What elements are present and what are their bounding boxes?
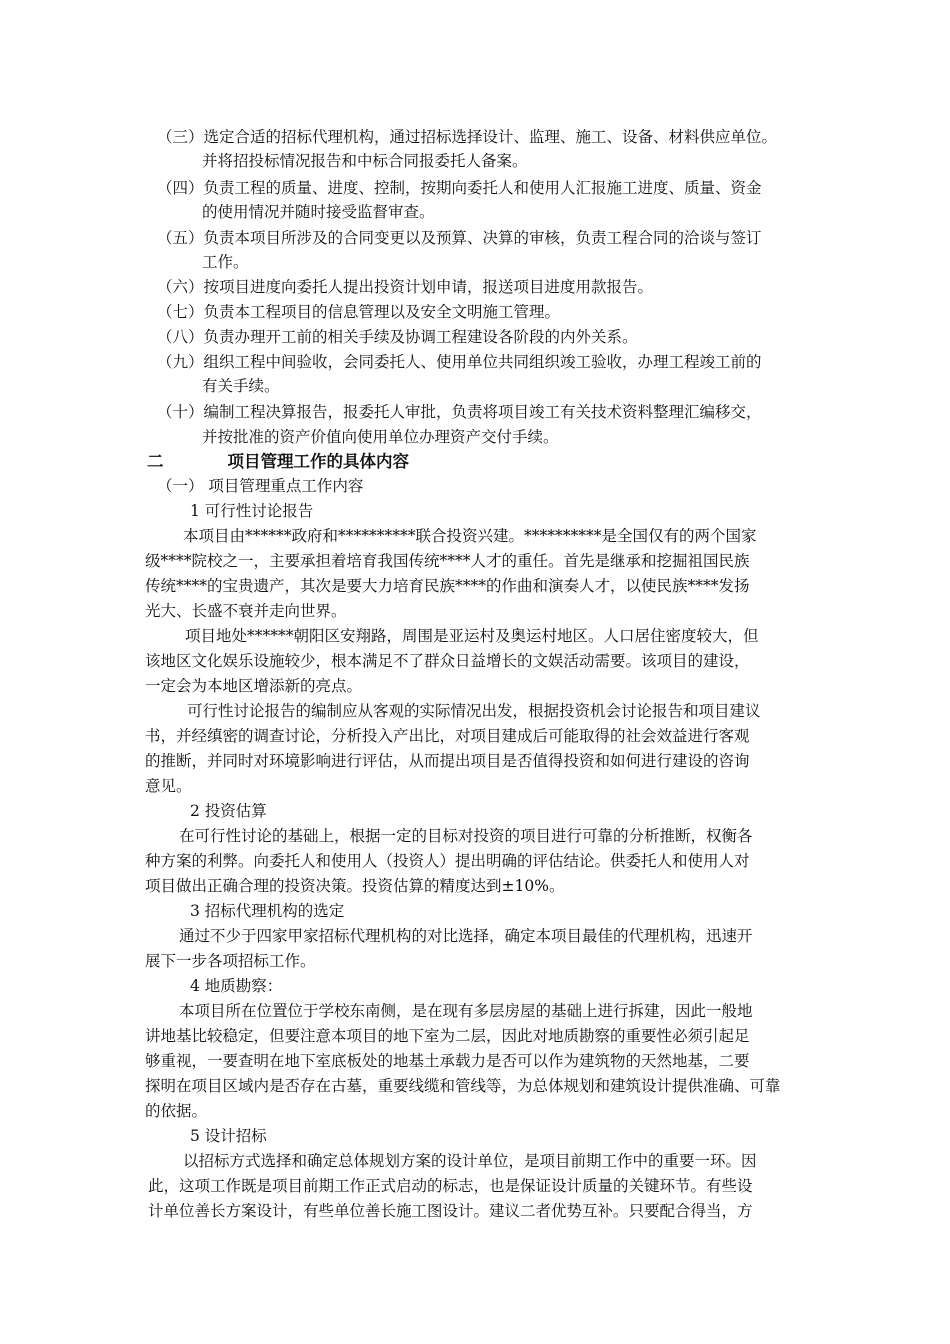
list-item-line	[157, 228, 762, 248]
list-item-line	[157, 402, 762, 422]
list-item-text: 负责工程的质量、进度、控制，按期向委托人和使用人汇报施工进度、质量、资金	[203, 179, 762, 197]
paragraph-line: 传统****的宝贵遗产，其次是要大力培育民族****的作曲和演奏人才，以使民族****发扬	[145, 577, 750, 595]
paragraph-line: 意见。	[145, 777, 192, 795]
paragraph-line: 的依据。	[145, 1102, 208, 1120]
item-heading: 4 地质勘察：	[190, 977, 283, 995]
list-item-text: 按项目进度向委托人提出投资计划申请，报送项目进度用款报告。	[203, 278, 654, 296]
list-item-line	[157, 127, 777, 147]
list-item-line	[157, 302, 560, 322]
list-item-continuation: 的使用情况并随时接受监督审查。	[202, 203, 435, 221]
list-item-line	[157, 178, 762, 198]
paragraph-line: 本项目由******政府和**********联合投资兴建。**********是全国仅有的两个国家	[183, 527, 757, 545]
paragraph-line: 项目地处******朝阳区安翔路，周围是亚运村及奥运村地区。人口居住密度较大，但	[185, 627, 759, 645]
list-item-text: 负责办理开工前的相关手续及协调工程建设各阶段的内外关系。	[203, 328, 638, 346]
paragraph-line: 展下一步各项招标工作。	[145, 952, 316, 970]
item-heading: 3 招标代理机构的选定	[190, 902, 345, 920]
paragraph-line: 计单位善长方案设计，有些单位善长施工图设计。建议二者优势互补。只要配合得当，方	[148, 1202, 753, 1220]
paragraph-line: 以招标方式选择和确定总体规划方案的设计单位，是项目前期工作中的重要一环。因	[183, 1152, 757, 1170]
item-heading: 2 投资估算	[190, 802, 267, 820]
paragraph-line: 光大、长盛不衰并走向世界。	[145, 602, 347, 620]
paragraph-line: 的推断，并同时对环境影响进行评估，从而提出项目是否值得投资和如何进行建设的咨询	[145, 752, 750, 770]
list-item-line	[157, 277, 653, 297]
paragraph-line: 该地区文化娱乐设施较少，根本满足不了群众日益增长的文娱活动需要。该项目的建设，	[145, 652, 750, 670]
subsection-heading: （一） 项目管理重点工作内容	[157, 477, 364, 495]
paragraph-line: 书，并经缜密的调查讨论，分析投入产出比，对项目建成后可能取得的社会效益进行客观	[145, 727, 750, 745]
list-item-continuation: 并按批准的资产价值向使用单位办理资产交付手续。	[202, 428, 559, 446]
list-item-line	[157, 352, 762, 372]
list-item-number: （三）	[157, 128, 204, 146]
paragraph-line: 种方案的利弊。向委托人和使用人（投资人）提出明确的评估结论。供委托人和使用人对	[145, 852, 750, 870]
list-item-text: 组织工程中间验收，会同委托人、使用单位共同组织竣工验收，办理工程竣工前的	[203, 353, 762, 371]
paragraph-line: 一定会为本地区增添新的亮点。	[145, 677, 363, 695]
paragraph-line: 级****院校之一，主要承担着培育我国传统****人才的重任。首先是继承和挖掘祖国民族	[145, 552, 750, 570]
paragraph-line: 讲地基比较稳定，但要注意本项目的地下室为二层，因此对地质勘察的重要性必须引起足	[145, 1027, 750, 1045]
item-heading: 5 设计招标	[190, 1127, 267, 1145]
paragraph-line: 此，这项工作既是项目前期工作正式启动的标志，也是保证设计质量的关键环节。有些设	[148, 1177, 753, 1195]
list-item-continuation: 工作。	[202, 253, 249, 271]
list-item-number: （十）	[157, 403, 204, 421]
list-item-number: （九）	[157, 353, 204, 371]
section-heading	[147, 452, 409, 472]
list-item-continuation: 有关手续。	[202, 377, 280, 395]
list-item-text: 选定合适的招标代理机构，通过招标选择设计、监理、施工、设备、材料供应单位。	[203, 128, 778, 146]
paragraph-line: 本项目所在位置位于学校东南侧，是在现有多层房屋的基础上进行拆建，因此一般地	[179, 1002, 753, 1020]
list-item-number: （八）	[157, 328, 204, 346]
list-item-number: （六）	[157, 278, 204, 296]
list-item-text: 负责本项目所涉及的合同变更以及预算、决算的审核，负责工程合同的洽谈与签订	[203, 229, 762, 247]
list-item-continuation: 并将招投标情况报告和中标合同报委托人备案。	[202, 152, 528, 170]
paragraph-line: 通过不少于四家甲家招标代理机构的对比选择，确定本项目最佳的代理机构，迅速开	[179, 927, 753, 945]
section-number: 二	[147, 452, 164, 471]
paragraph-line: 在可行性讨论的基础上，根据一定的目标对投资的项目进行可靠的分析推断，权衡各	[179, 827, 753, 845]
item-heading: 1 可行性讨论报告	[190, 502, 314, 520]
paragraph-line: 可行性讨论报告的编制应从客观的实际情况出发，根据投资机会讨论报告和项目建议	[187, 702, 761, 720]
list-item-text: 负责本工程项目的信息管理以及安全文明施工管理。	[203, 303, 561, 321]
paragraph-line: 探明在项目区域内是否存在古墓，重要线缆和管线等，为总体规划和建筑设计提供准确、可靠	[145, 1077, 781, 1095]
list-item-number: （七）	[157, 303, 204, 321]
list-item-line	[157, 327, 638, 347]
list-item-text: 编制工程决算报告，报委托人审批，负责将项目竣工有关技术资料整理汇编移交，	[203, 403, 762, 421]
section-title: 项目管理工作的具体内容	[227, 452, 409, 471]
list-item-number: （五）	[157, 229, 204, 247]
paragraph-line: 够重视，一要查明在地下室底板处的地基土承载力是否可以作为建筑物的天然地基，二要	[145, 1052, 750, 1070]
paragraph-line: 项目做出正确合理的投资决策。投资估算的精度达到±10%。	[145, 877, 565, 895]
list-item-number: （四）	[157, 179, 204, 197]
